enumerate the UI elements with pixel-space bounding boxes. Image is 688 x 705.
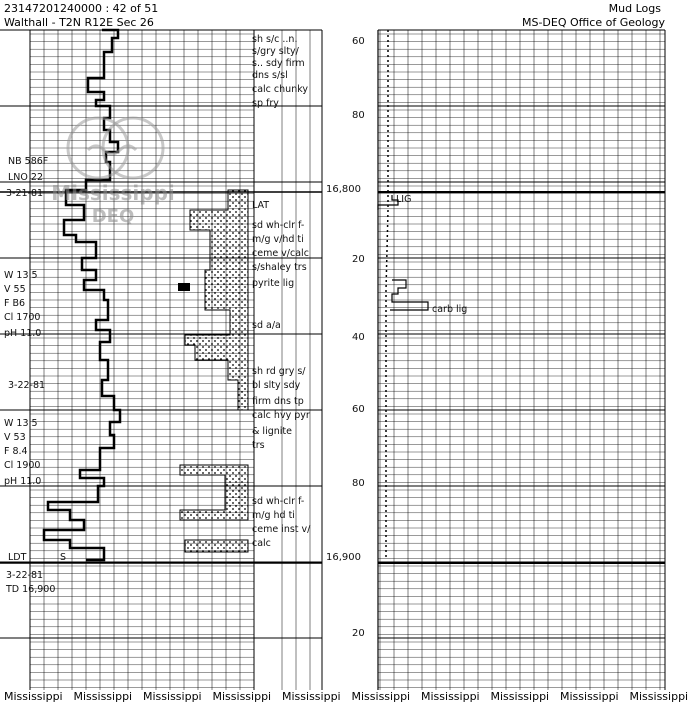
mud-data-entry: F B6 [4, 298, 26, 309]
depth-labels [326, 36, 365, 639]
depth-label: 40 [352, 332, 365, 343]
lithology-note: calc hvy pyr [252, 410, 310, 421]
lithology-note: calc [252, 538, 271, 549]
document-type: Mud Logs [608, 2, 661, 15]
lithology-note: s/gry slty/ [252, 46, 299, 57]
lithology-note: sd wh-clr f- [252, 496, 305, 507]
lithology-note: & lignite [252, 426, 292, 437]
depth-label: 60 [352, 404, 365, 415]
lithology-note: firm dns tp [252, 396, 304, 407]
lithology-note: m/g hd ti [252, 510, 295, 521]
mud-data-entry: TD 16,900 [6, 584, 56, 595]
footer-word: Mississippi [73, 690, 133, 703]
lithology-notes [252, 34, 311, 549]
lithology-note: sh rd gry s/ [252, 366, 306, 377]
depth-label: 60 [352, 36, 365, 47]
mud-data-entry: W 13.5 [4, 418, 38, 429]
background-gas-line [386, 30, 388, 560]
lithology-note: sd wh-clr f- [252, 220, 305, 231]
footer-word: Mississippi [4, 690, 63, 703]
lithology-note: m/g v/hd ti [252, 234, 304, 245]
mud-data-entry: S [60, 552, 67, 563]
depth-label: 80 [352, 110, 365, 121]
lithology-note: ceme inst v/ [252, 524, 311, 535]
footer-word: Mississippi [212, 690, 272, 703]
record-id: 23147201240000 : 42 of 51 [4, 2, 159, 15]
mud-data-entry: F 8.4 [4, 446, 28, 457]
mud-data-entry: 3-21-81 [6, 188, 44, 199]
lithology-note: s.. sdy firm [252, 58, 305, 69]
footer-word: Mississippi [421, 690, 480, 703]
mud-data-entry: LDT [8, 552, 27, 563]
lithology-note: dns s/sl [252, 70, 288, 81]
watermark-agency: DEQ [91, 206, 135, 227]
mud-data-entry: NB 586F [8, 156, 49, 167]
footer-word: Mississippi [143, 690, 202, 703]
lignite-note: LIG [396, 194, 412, 205]
gas-trace [378, 195, 428, 310]
depth-label: 80 [352, 478, 365, 489]
office-name: MS-DEQ Office of Geology [521, 16, 665, 29]
mud-data-entry: pH 11.0 [4, 476, 42, 487]
footer-word: Mississippi [282, 690, 341, 703]
footer-word: Mississippi [560, 690, 619, 703]
lithology-note: ceme v/calc [252, 248, 309, 259]
mud-data-entry: pH 11.0 [4, 328, 42, 339]
mud-data-entry: Cl 1900 [4, 460, 41, 471]
mud-data-entry: 3-22-81 [6, 570, 44, 581]
depth-label: 20 [352, 628, 365, 639]
lithology-note: s/shaley trs [252, 262, 307, 273]
depth-label: 20 [352, 254, 365, 265]
footer-word: Mississippi [629, 690, 688, 703]
mud-data-entry: V 53 [4, 432, 26, 443]
mud-data-entry: V 55 [4, 284, 26, 295]
lithology-note: sh s/c ..n. [252, 34, 298, 45]
lithology-note: sd a/a [252, 320, 281, 331]
depth-label: 16,800 [326, 184, 361, 195]
depth-label: 16,900 [326, 552, 361, 563]
footer-watermark-strip [0, 690, 688, 705]
well-location: Walthall - T2N R12E Sec 26 [4, 16, 154, 29]
lithology-note: pyrite lig [252, 278, 295, 289]
lithology-note: bl slty sdy [252, 380, 301, 391]
watermark-logo [48, 108, 178, 228]
watermark-word: Mississippi [51, 181, 175, 205]
lithology-note: calc chunky [252, 84, 308, 95]
carb-lignite-note: carb lig [432, 304, 468, 315]
mud-data-entry: 3-22-81 [8, 380, 46, 391]
footer-word: Mississippi [490, 690, 550, 703]
mud-data-entry: LNO 22 [8, 172, 43, 183]
mud-data-entry: W 13.5 [4, 270, 38, 281]
lithology-note: LAT [252, 200, 270, 211]
footer-word: Mississippi [351, 690, 411, 703]
lithology-note: sp fry [252, 98, 279, 109]
lithology-note: trs [252, 440, 265, 451]
mud-data-entry: Cl 1700 [4, 312, 41, 323]
